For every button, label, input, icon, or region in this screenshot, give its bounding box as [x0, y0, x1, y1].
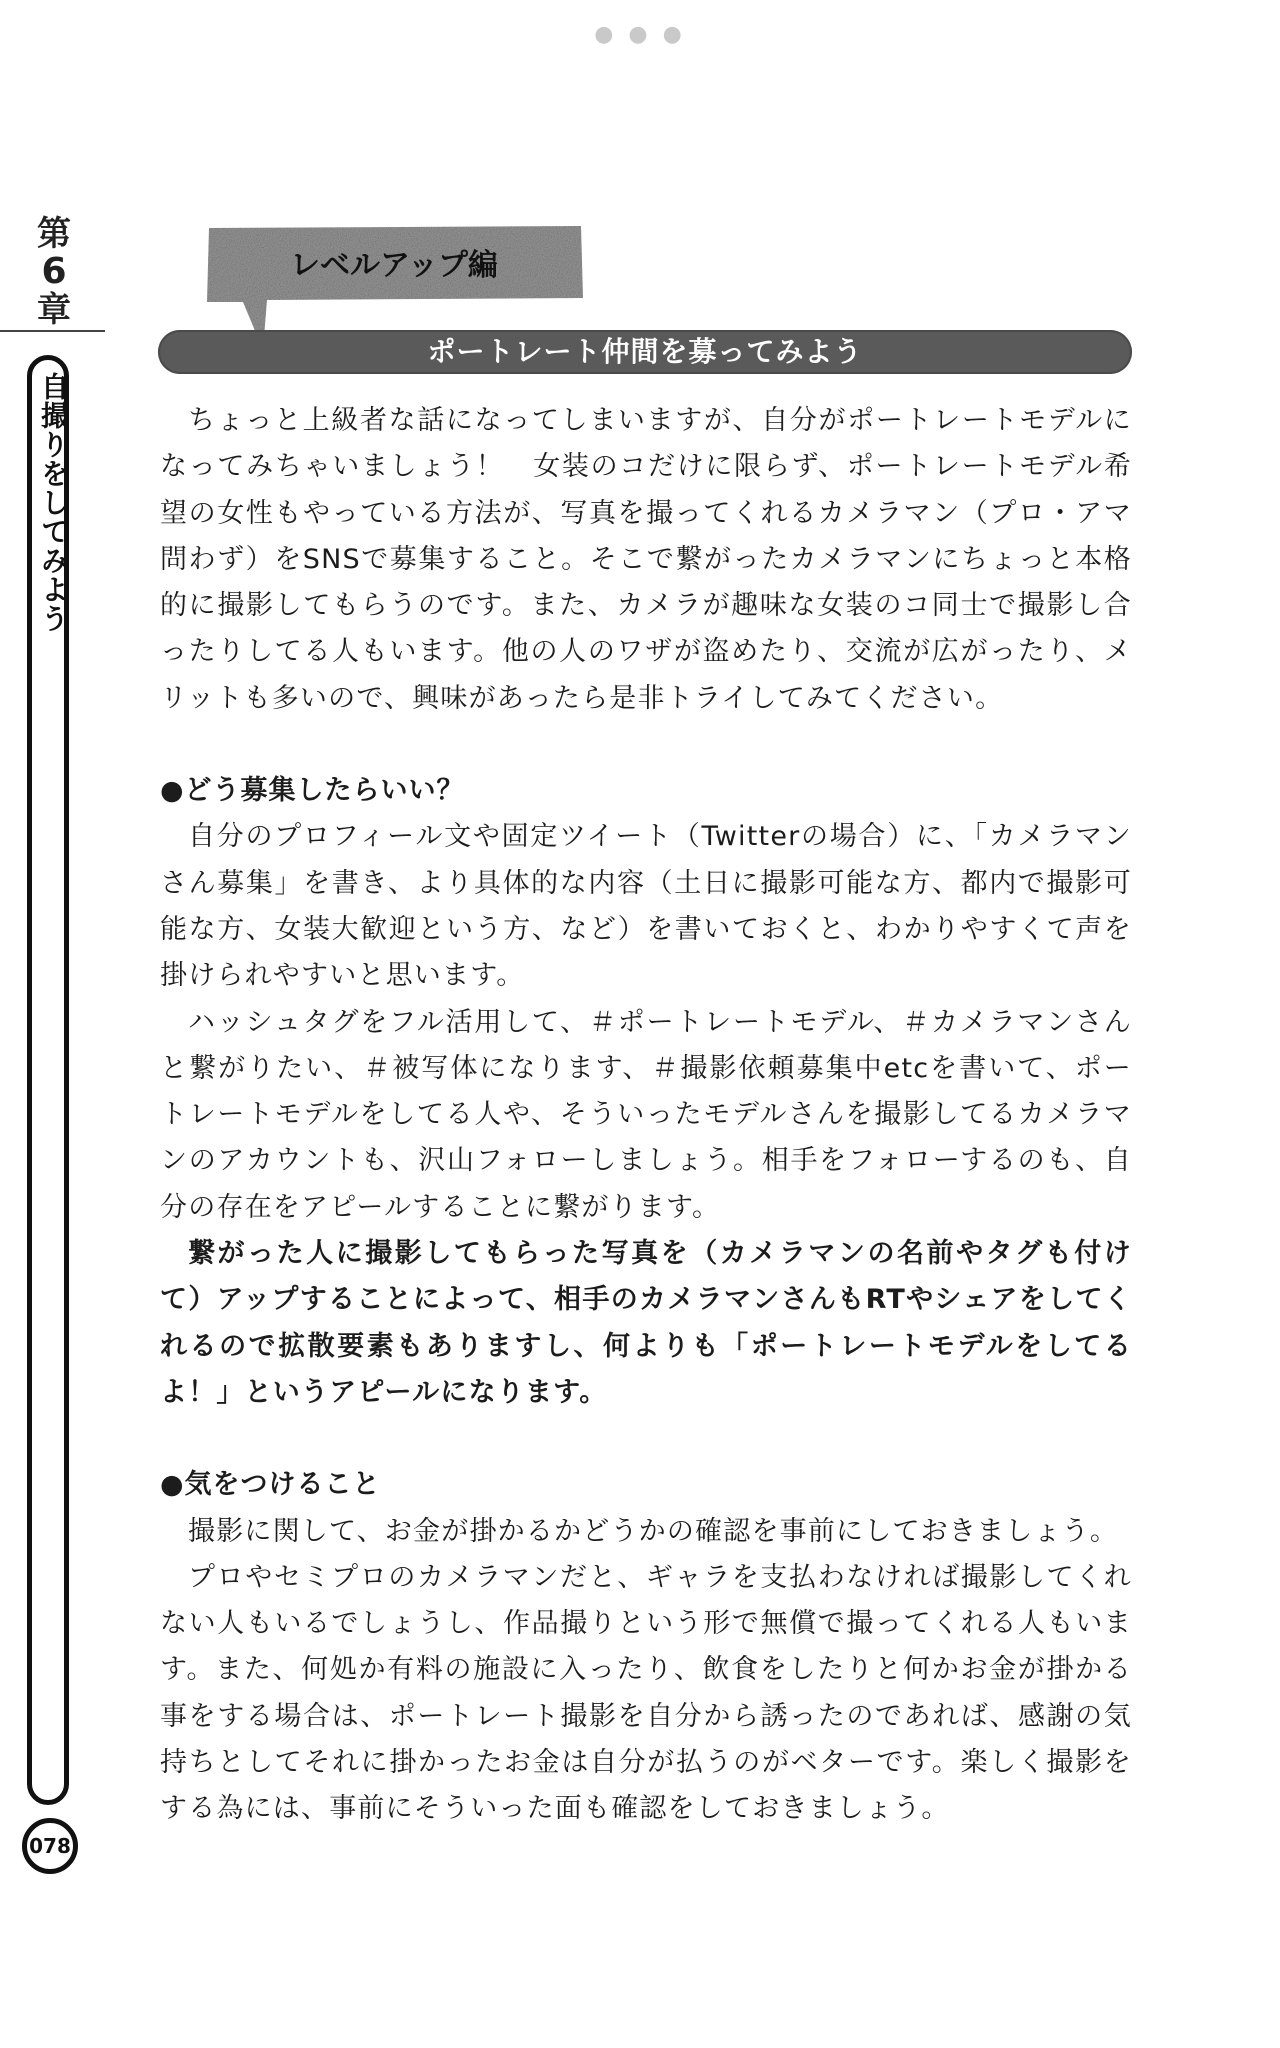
paragraph: 自分のプロフィール文や固定ツイート（Twitterの場合）に、「カメラマンさん募集」を書き、より具体的な内容（土日に撮影可能な方、都内で撮影可能な方、女装大歓迎という方、など）を書いておくと、わかりやすくて声を掛けられやすいと思います。: [160, 821, 1132, 992]
intro-paragraph: ちょっと上級者な話になってしまいますが、自分がポートレートモデルになってみちゃいましょう！ 女装のコだけに限らず、ポートレートモデル希望の女性もやっている方法が、写真を撮ってくれるカメラマン（プロ・アマ問わず）をSNSで募集すること。そこで繋がったカメラマンにちょっと本格的に撮影してもらうのです。また、カメラが趣味な女装のコ同士で撮影し合ったりしてる人もいます。他の人のワザが盗めたり、交流が広がったり、メリットも多いので、興味があったら是非トライしてみてください。: [160, 405, 1132, 714]
chapter-marker: [30, 215, 78, 329]
level-up-label: レベルアップ編: [290, 248, 498, 283]
paragraph: プロやセミプロのカメラマンだと、ギャラを支払わなければ撮影してくれない人もいるでしょうし、作品撮りという形で無償で撮ってくれる人もいます。また、何処か有料の施設に入ったり、飲食をしたりと何かお金が掛かる事をする場合は、ポートレート撮影を自分から誘ったのであれば、感謝の気持ちとしてそれに掛かったお金は自分が払うのがベターです。楽しく撮影をする為には、事前にそういった面も確認をしておきましょう。: [160, 1561, 1132, 1825]
page-number: 078: [22, 1818, 78, 1874]
page-indicator-dots: ● ● ●: [594, 22, 686, 47]
section-heading-caution: ●気をつけること: [160, 1469, 381, 1501]
chapter-label: 第: [37, 214, 71, 254]
section-title: ポートレート仲間を募ってみよう: [427, 335, 863, 368]
bold-paragraph: 繋がった人に撮影してもらった写真を（カメラマンの名前やタグも付けて）アップすることによって、相手のカメラマンさんもRTやシェアをしてくれるので拡散要素もありますし、何よりも「ポートレートモデルをしてるよ！」というアピールになります。: [160, 1238, 1132, 1408]
chapter-divider: [0, 330, 105, 332]
paragraph: ハッシュタグをフル活用して、＃ポートレートモデル、＃カメラマンさんと繋がりたい、＃被写体になります、＃撮影依頼募集中etcを書いて、ポートレートモデルをしてる人や、そういったモデルさんを撮影してるカメラマンのアカウントも、沢山フォローしましょう。相手をフォローするのも、自分の存在をアピールすることに繋がります。: [160, 1006, 1132, 1223]
side-title: 自撮りをしてみよう: [37, 372, 70, 633]
paragraph: 撮影に関して、お金が掛かるかどうかの確認を事前にしておきましょう。: [188, 1515, 1119, 1547]
section-heading-recruit: ●どう募集したらいい？: [160, 775, 465, 807]
article-body: [160, 398, 1132, 1833]
chapter-suffix: 章: [37, 290, 71, 330]
chapter-number: 6: [41, 251, 67, 292]
section-title-bar: [158, 330, 1132, 374]
